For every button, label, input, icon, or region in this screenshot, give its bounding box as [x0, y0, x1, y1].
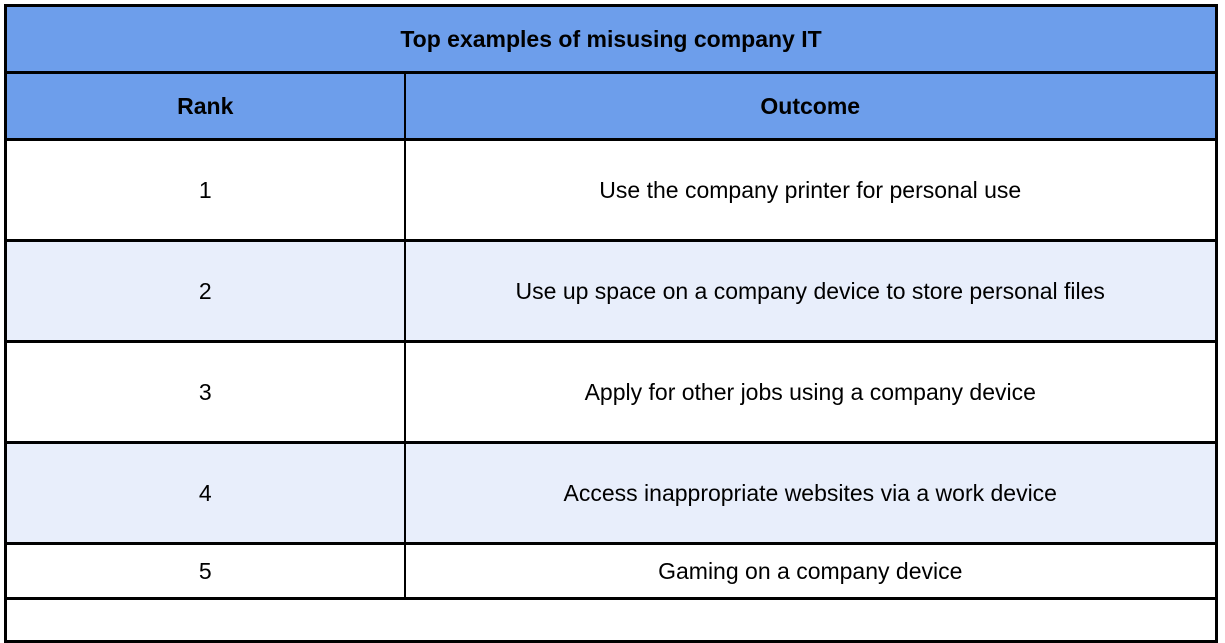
outcome-cell: Access inappropriate websites via a work device [405, 443, 1217, 544]
empty-cell [6, 599, 1217, 642]
column-header-outcome: Outcome [405, 73, 1217, 140]
table-row [6, 443, 1217, 544]
table-title-row [6, 6, 1217, 73]
table-header-row [6, 73, 1217, 140]
rank-cell: 4 [6, 443, 405, 544]
outcome-cell: Apply for other jobs using a company device [405, 342, 1217, 443]
column-header-rank: Rank [6, 73, 405, 140]
rank-cell: 3 [6, 342, 405, 443]
table-row [6, 544, 1217, 599]
rank-cell: 5 [6, 544, 405, 599]
outcome-cell: Gaming on a company device [405, 544, 1217, 599]
outcome-cell: Use up space on a company device to store personal files [405, 241, 1217, 342]
table-title: Top examples of misusing company IT [6, 6, 1217, 73]
misuse-examples-table [4, 4, 1218, 643]
outcome-cell: Use the company printer for personal use [405, 140, 1217, 241]
rank-cell: 1 [6, 140, 405, 241]
table-row [6, 140, 1217, 241]
rank-cell: 2 [6, 241, 405, 342]
table-row-partial-cutoff [6, 599, 1217, 642]
table-row [6, 241, 1217, 342]
table-row [6, 342, 1217, 443]
